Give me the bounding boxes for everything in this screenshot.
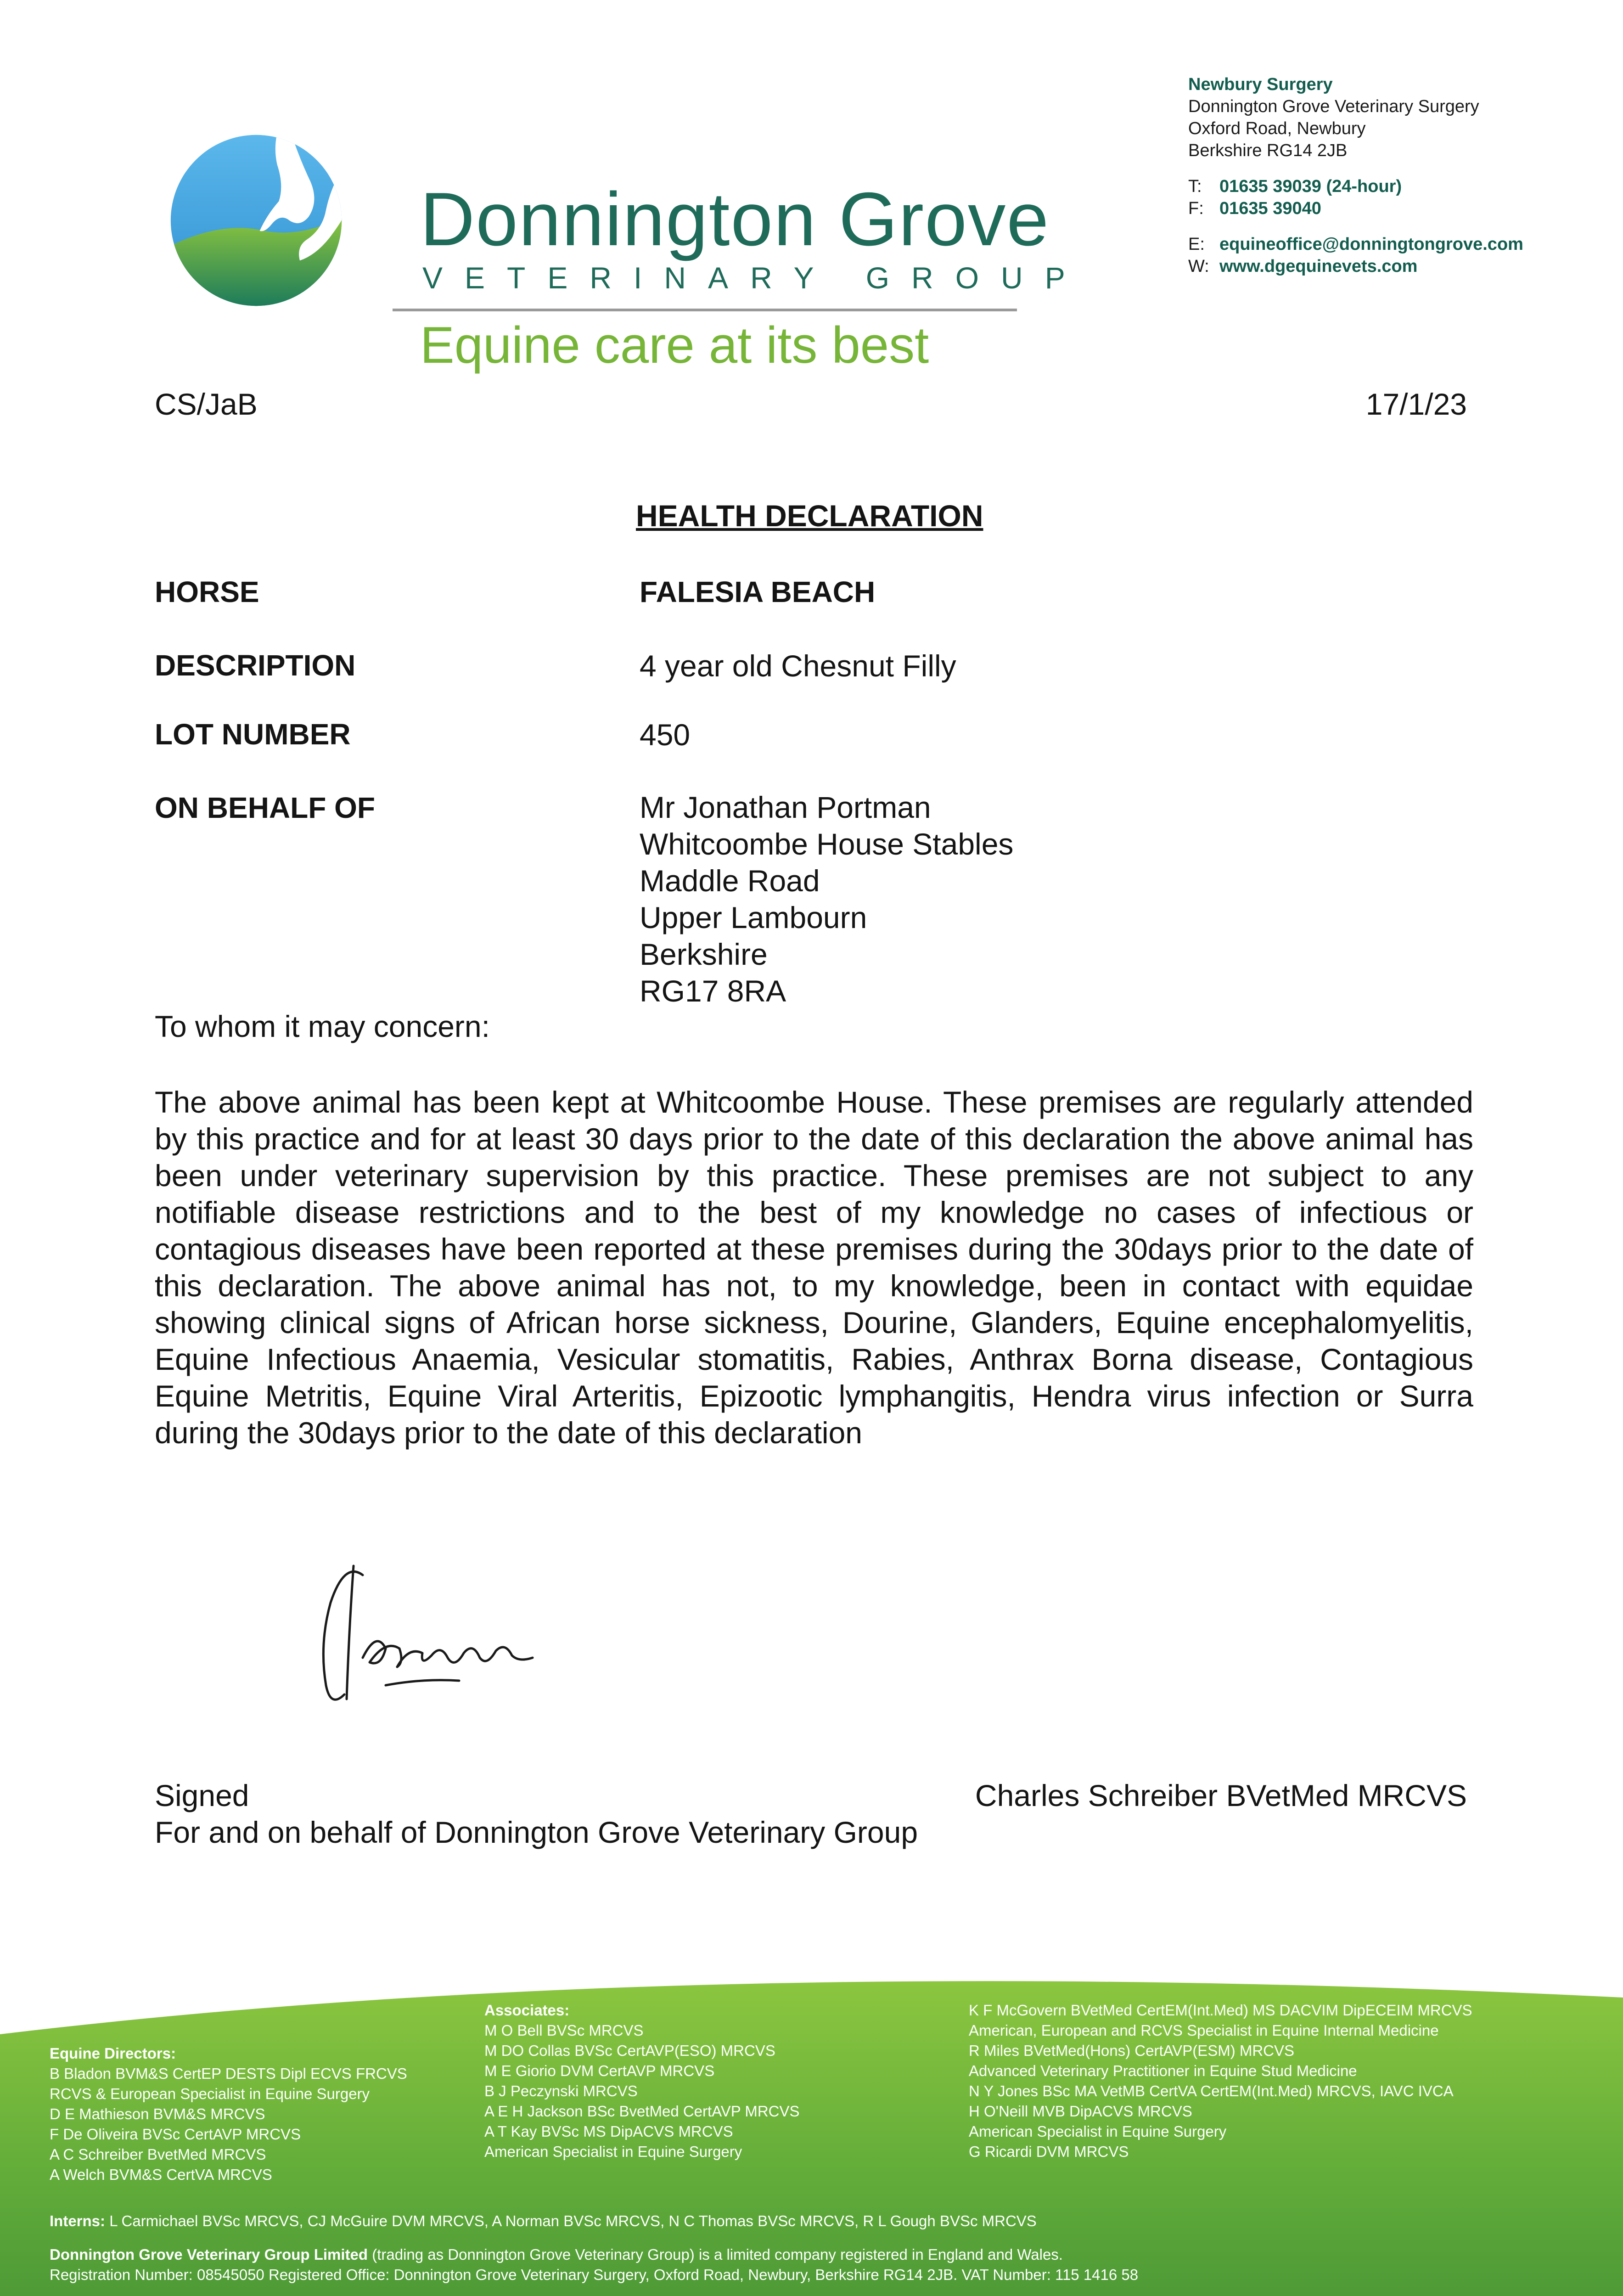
director-entry: B Bladon BVM&S CertEP DESTS Dipl ECVS FRCVS — [50, 2065, 407, 2082]
registration-line: Registration Number: 08545050 Registered Office: Donnington Grove Veterinary Surgery, Oxford Road, Newbury, Berkshire RG14 2JB. VAT Number: 115 1416 58 — [50, 2266, 1139, 2283]
specialist-entry: American Specialist in Equine Surgery — [969, 2123, 1227, 2140]
email-link[interactable]: equineoffice@donningtongrove.com — [1219, 235, 1523, 254]
directors-title: Equine Directors: — [50, 2045, 176, 2062]
contact-block — [1188, 73, 1523, 277]
declaration-paragraph: The above animal has been kept at Whitcoombe House. These premises are regularly attended by this practice and for at least 30 days prior to the date of this declaration the above animal has been under veterinary supervision by this practice. These premises are not subject to any notifiable disease restrictions and to the best of my knowledge no cases of infectious or contagious diseases have been reported at these premises during the 30days prior to the date of this declaration. The above animal has not, to my knowledge, been in contact with equidae showing clinical signs of African horse sickness, Dourine, Glanders, Equine encephalomyelitis, Equine Infectious Anaemia, Vesicular stomatitis, Rabies, Anthrax Borna disease, Contagious Equine Metritis, Equine Viral Arteritis, Epizootic lymphangitis, Hendra virus infection or Surra during the 30days prior to the date of this declaration — [155, 1085, 1473, 1450]
owner-address-line: RG17 8RA — [640, 974, 786, 1008]
lot-number-value: 450 — [640, 718, 691, 752]
associate-entry: A E H Jackson BSc BvetMed CertAVP MRCVS — [484, 2103, 800, 2120]
company-name: Donnington Grove Veterinary Group Limited — [50, 2246, 368, 2263]
owner-address-line: Whitcoombe House Stables — [640, 827, 1014, 861]
letter-reference: CS/JaB — [155, 387, 258, 421]
description-label: DESCRIPTION — [155, 649, 356, 682]
director-entry: RCVS & European Specialist in Equine Surgery — [50, 2085, 370, 2102]
company-description: (trading as Donnington Grove Veterinary Group) is a limited company registered in England and Wales. — [372, 2246, 1063, 2263]
horse-heads-circle-logo-icon — [169, 133, 343, 308]
owner-address-line: Maddle Road — [640, 864, 820, 898]
owner-address-line: Berkshire — [640, 937, 768, 971]
phone-number[interactable]: 01635 39039 (24-hour) — [1219, 177, 1402, 196]
owner-address-line: Upper Lambourn — [640, 900, 867, 934]
specialist-entry: Advanced Veterinary Practitioner in Equine Stud Medicine — [969, 2062, 1357, 2079]
directors-list — [50, 2043, 407, 2185]
brand-subtitle: VETERINARY GROUP — [422, 261, 1087, 295]
fax-label: F: — [1188, 199, 1204, 218]
specialist-entry: R Miles BVetMed(Hons) CertAVP(ESM) MRCVS — [969, 2042, 1295, 2059]
address-line: Berkshire RG14 2JB — [1188, 141, 1348, 160]
brand-divider — [393, 309, 1017, 311]
brand-name: Donnington Grove — [420, 177, 1050, 261]
address-line: Donnington Grove Veterinary Surgery — [1188, 97, 1479, 116]
specialists-list — [969, 2000, 1472, 2162]
associate-entry: B J Peczynski MRCVS — [484, 2082, 638, 2099]
address-line: Oxford Road, Newbury — [1188, 119, 1366, 138]
specialist-entry: H O'Neill MVB DipACVS MRCVS — [969, 2103, 1192, 2120]
interns-label: Interns: — [50, 2212, 106, 2229]
on-behalf-label: ON BEHALF OF — [155, 791, 375, 824]
website-link[interactable]: www.dgequinevets.com — [1219, 257, 1418, 276]
web-label: W: — [1188, 257, 1209, 276]
email-label: E: — [1188, 235, 1205, 254]
lot-number-label: LOT NUMBER — [155, 718, 351, 751]
fax-number: 01635 39040 — [1219, 199, 1321, 218]
interns-line — [50, 2211, 1037, 2231]
owner-address-line: Mr Jonathan Portman — [640, 790, 931, 824]
company-line — [50, 2245, 1063, 2265]
handwritten-signature — [294, 1548, 569, 1722]
associate-entry: American Specialist in Equine Surgery — [484, 2143, 742, 2160]
horse-label: HORSE — [155, 575, 259, 608]
specialist-entry: American, European and RCVS Specialist in Equine Internal Medicine — [969, 2022, 1439, 2039]
phone-label: T: — [1188, 177, 1202, 196]
associate-entry: A T Kay BVSc MS DipACVS MRCVS — [484, 2123, 733, 2140]
interns-names: L Carmichael BVSc MRCVS, CJ McGuire DVM MRCVS, A Norman BVSc MRCVS, N C Thomas BVSc MRCVS, R L Gough BVSc MRCVS — [109, 2212, 1037, 2229]
salutation: To whom it may concern: — [155, 1009, 490, 1043]
specialist-entry: K F McGovern BVetMed CertEM(Int.Med) MS DACVIM DipECEIM MRCVS — [969, 2002, 1472, 2019]
director-entry: F De Oliveira BVSc CertAVP MRCVS — [50, 2126, 301, 2143]
associate-entry: M O Bell BVSc MRCVS — [484, 2022, 644, 2039]
brand-tagline: Equine care at its best — [420, 316, 929, 374]
director-entry: A Welch BVM&S CertVA MRCVS — [50, 2166, 272, 2183]
signed-label: Signed — [155, 1778, 249, 1812]
specialist-entry: N Y Jones BSc MA VetMB CertVA CertEM(Int.Med) MRCVS, IAVC IVCA — [969, 2082, 1454, 2099]
associate-entry: M E Giorio DVM CertAVP MRCVS — [484, 2062, 715, 2079]
document-title: HEALTH DECLARATION — [636, 499, 983, 533]
associates-title: Associates: — [484, 2002, 570, 2019]
signer-name: Charles Schreiber BVetMed MRCVS — [975, 1778, 1467, 1812]
on-behalf-line: For and on behalf of Donnington Grove Veterinary Group — [155, 1815, 918, 1849]
director-entry: D E Mathieson BVM&S MRCVS — [50, 2105, 265, 2122]
horse-value: FALESIA BEACH — [640, 575, 876, 608]
associate-entry: M DO Collas BVSc CertAVP(ESO) MRCVS — [484, 2042, 775, 2059]
specialist-entry: G Ricardi DVM MRCVS — [969, 2143, 1129, 2160]
description-value: 4 year old Chesnut Filly — [640, 649, 956, 683]
owner-address — [640, 789, 1013, 1009]
letter-date: 17/1/23 — [1365, 387, 1467, 421]
surgery-name: Newbury Surgery — [1188, 75, 1333, 94]
director-entry: A C Schreiber BvetMed MRCVS — [50, 2146, 266, 2163]
associates-list — [484, 2000, 800, 2162]
